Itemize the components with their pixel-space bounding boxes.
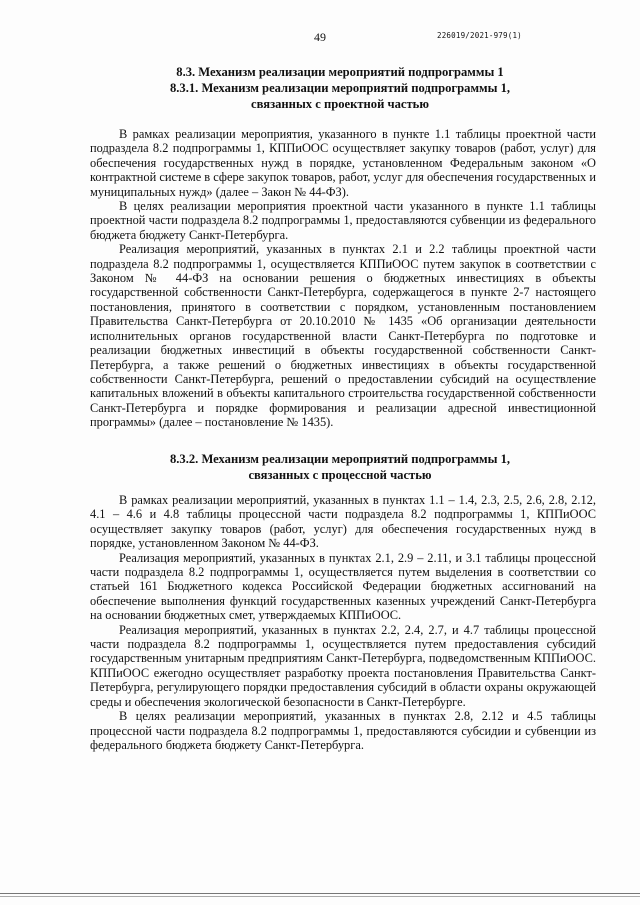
paragraph: Реализация мероприятий, указанных в пунктах 2.1, 2.9 – 2.11, и 3.1 таблицы процессной части подраздела 8.2 подпрограммы 1, осуществляется путем выделения в соответствии со статьей 161 Бюджетного кодекса Российской Федерации бюджетных ассигнований на обеспечение выполнения функций государственных казенных учреждений Санкт-Петербурга на основании бюджетных смет, утверждаемых КППиООС.	[90, 550, 596, 623]
scan-edge-line	[0, 893, 640, 894]
page-number: 49	[314, 30, 326, 44]
heading-line: 8.3.2. Механизм реализации мероприятий подпрограммы 1,	[169, 452, 511, 466]
paragraph: В рамках реализации мероприятий, указанных в пунктах 1.1 – 1.4, 2.3, 2.5, 2.6, 2.8, 2.12, 4.1 – 4.6 и 4.8 таблицы процессной части подраздела 8.2 подпрограммы 1, КППиООС осуществляет закупку товаров (работ, услуг) для обеспечения государственных нужд в порядке, установленном Законом № 44-ФЗ.	[90, 493, 596, 551]
heading-line: связанных с процессной частью	[248, 468, 432, 482]
section-8-3-heading	[90, 64, 590, 112]
paragraph: В рамках реализации мероприятия, указанного в пункте 1.1 таблицы проектной части подраздела 8.2 подпрограммы 1, КППиООС осуществляет закупку товаров (работ, услуг) для обеспечения государственных нужд в порядке, установленном Федеральным законом «О контрактной системе в сфере закупок товаров, работ, услуг для обеспечения государственных и муниципальных нужд» (далее – Закон № 44-ФЗ).	[90, 127, 596, 199]
section-8-3-body	[90, 127, 596, 430]
paragraph: В целях реализации мероприятий, указанных в пунктах 2.8, 2.12 и 4.5 таблицы процессной части подраздела 8.2 подпрограммы 1, предоставляются субсидии и субвенции из федерального бюджета бюджету Санкт-Петербурга.	[90, 709, 596, 752]
heading-line: связанных с проектной частью	[251, 97, 429, 111]
paragraph: Реализация мероприятий, указанных в пунктах 2.2, 2.4, 2.7, и 4.7 таблицы процессной части подраздела 8.2 подпрограммы 1, осуществляется путем предоставления субсидий государственным унитарным предприятиям Санкт-Петербурга, подведомственным КППиООС. КППиООС ежегодно осуществляет разработку проекта постановления Правительства Санкт-Петербурга, регулирующего порядки предоставления субсидий в области охраны окружающей среды и обеспечения экологической безопасности в Санкт-Петербурге.	[90, 622, 596, 709]
paragraph: В целях реализации мероприятия проектной части указанного в пункте 1.1 таблицы проектной части подраздела 8.2 подпрограммы 1, предоставляются субвенции из федерального бюджета бюджету Санкт-Петербурга.	[90, 199, 596, 242]
heading-line: 8.3.1. Механизм реализации мероприятий подпрограммы 1,	[169, 81, 511, 95]
document-id: 226019/2021-979(1)	[437, 31, 522, 40]
section-8-3-2-body	[90, 493, 596, 752]
heading-line: 8.3. Механизм реализации мероприятий подпрограммы 1	[176, 65, 504, 79]
paragraph: Реализация мероприятий, указанных в пунктах 2.1 и 2.2 таблицы проектной части подраздела 8.2 подпрограммы 1, осуществляется КППиООС путем закупок в соответствии с Законом № 44-ФЗ на основании решения о бюджетных инвестициях в объекты государственной собственности Санкт-Петербурга, содержащегося в пункте 2-7 настоящего постановления, принятого в соответствии с порядком, установленным постановлением Правительства Санкт-Петербурга от 20.10.2010 № 1435 «Об организации деятельности исполнительных органов государственной власти Санкт-Петербурга по подготовке и реализации бюджетных инвестиций в объекты государственной собственности Санкт-Петербурга, а также решений о бюджетных инвестициях в объекты государственной собственности Санкт-Петербурга, решений о предоставлении субсидий на осуществление капитальных вложений в объекты капитального строительства государственной собственности Санкт-Петербурга и порядке формирования и реализации адресной инвестиционной программы» (далее – постановление № 1435).	[90, 242, 596, 430]
section-8-3-2-heading	[90, 451, 590, 483]
scan-edge-line	[0, 896, 640, 897]
